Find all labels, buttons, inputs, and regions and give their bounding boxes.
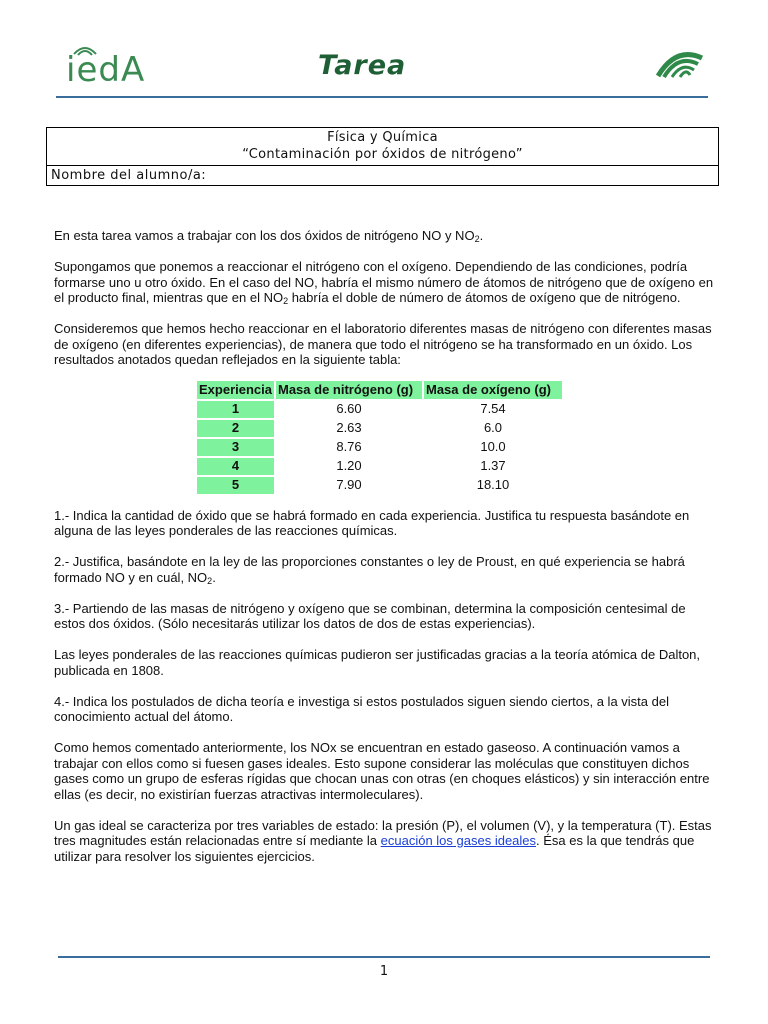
ideal-gas-equation-link[interactable]: ecuación los gases ideales — [380, 833, 537, 848]
experiment-cell: 3 — [197, 439, 274, 456]
paragraph-intro: En esta tarea vamos a trabajar con los dos óxidos de nitrógeno NO y $NO_2$. — [54, 228, 484, 244]
question-2: 2.- Justifica, basándote en la ley de las proporciones constantes o ley de Proust, en qué experiencia se habrá formado NO y en cuál, $NO_2$. — [54, 554, 685, 586]
oxygen-mass-cell: 10.0 — [480, 439, 506, 455]
experiment-cell: 2 — [197, 420, 274, 437]
column-header: Masa de nitrógeno (g) — [276, 381, 422, 399]
ieda-logo-icon — [66, 40, 176, 90]
paragraph-gases: Como hemos comentado anteriormente, los NOx se encuentran en estado gaseoso. A continuación vamos a trabajar con ellos como si fuesen gases ideales. Esto supone considerar las moléculas que constituyen dichos gases como un grupo de esferas rígidas que chocan unas con otras (en choques elásticos) y sin interacción entre ellas (es decir, no existirían fuerzas atractivas intermoleculares). — [54, 740, 710, 802]
document-body — [54, 228, 714, 880]
topic-label: “Contaminación por óxidos de nitrógeno” — [242, 147, 523, 162]
column-header: Masa de oxígeno (g) — [424, 381, 562, 399]
page-header — [56, 36, 708, 98]
assignment-heading — [47, 128, 718, 166]
question-1: 1.- Indica la cantidad de óxido que se habrá formado en cada experiencia. Justifica tu respuesta basándote en alguna de las leyes ponderales de las reacciones químicas. — [54, 507, 690, 538]
column-header: Experiencia — [199, 382, 272, 397]
page-number: 1 — [379, 964, 389, 979]
subject-label: Física y Química — [327, 130, 438, 145]
table-row — [197, 439, 562, 456]
junta-andalucia-logo-icon — [656, 48, 704, 78]
paragraph-dalton: Las leyes ponderales de las reacciones químicas pudieron ser justificadas gracias a la teoría atómica de Dalton, publicada en 1808. — [54, 647, 701, 678]
experiment-cell: 4 — [197, 458, 274, 475]
paragraph-oxides: Supongamos que ponemos a reaccionar el nitrógeno con el oxígeno. Dependiendo de las condiciones, podría formarse uno u otro óxido. En el caso del NO, habría el mismo número de átomos de nitrógeno que de oxígeno en el producto final, mientras que en el $NO_2$ habría el doble de número de átomos de oxígeno que de nitrógeno. — [54, 259, 714, 306]
nitrogen-mass-cell: 8.76 — [336, 439, 362, 455]
header-divider — [56, 96, 708, 98]
oxygen-mass-cell: 1.37 — [480, 458, 506, 474]
nitrogen-mass-cell: 2.63 — [336, 420, 362, 436]
question-3: 3.- Partiendo de las masas de nitrógeno y oxígeno que se combinan, determina la composición centesimal de estos dos óxidos. (Sólo necesitarás utilizar los datos de dos de estas experiencias). — [54, 600, 686, 631]
oxygen-mass-cell: 18.10 — [476, 477, 510, 493]
assignment-info-box — [46, 127, 719, 186]
table-row — [197, 477, 562, 494]
table-row — [197, 420, 562, 437]
footer-divider — [58, 956, 710, 958]
paragraph-ideal-gas: Un gas ideal se caracteriza por tres variables de estado: la presión (P), el volumen (V), y la temperatura (T). Estas tres magnitudes están relacionadas entre sí mediante la ecuación los gases ideales. Ésa es la que tendrás que utilizar para resolver los siguientes ejercicios. — [54, 817, 712, 864]
nitrogen-mass-cell: 7.90 — [336, 477, 362, 493]
experiment-cell: 1 — [197, 401, 274, 418]
oxygen-mass-cell: 6.0 — [483, 420, 503, 436]
paragraph-experiment: Consideremos que hemos hecho reaccionar en el laboratorio diferentes masas de nitrógeno con diferentes masas de oxígeno (en diferentes experiencias), de manera que todo el nitrógeno se ha transformado en un óxido. Los resultados anotados quedan reflejados en la siguiente tabla: — [54, 321, 712, 367]
table-row — [197, 458, 562, 475]
logo-text: iedA — [66, 50, 146, 90]
question-4: 4.- Indica los postulados de dicha teoría e investiga si estos postulados siguen siendo ciertos, a la vista del conocimiento actual del átomo. — [54, 693, 669, 724]
student-name-field: Nombre del alumno/a: — [51, 168, 207, 183]
experiment-cell: 5 — [197, 477, 274, 494]
nitrogen-mass-cell: 1.20 — [336, 458, 362, 474]
results-table — [195, 379, 564, 496]
oxygen-mass-cell: 7.54 — [480, 401, 506, 417]
page-title: Tarea — [318, 50, 407, 81]
table-row — [197, 401, 562, 418]
nitrogen-mass-cell: 6.60 — [336, 401, 362, 417]
